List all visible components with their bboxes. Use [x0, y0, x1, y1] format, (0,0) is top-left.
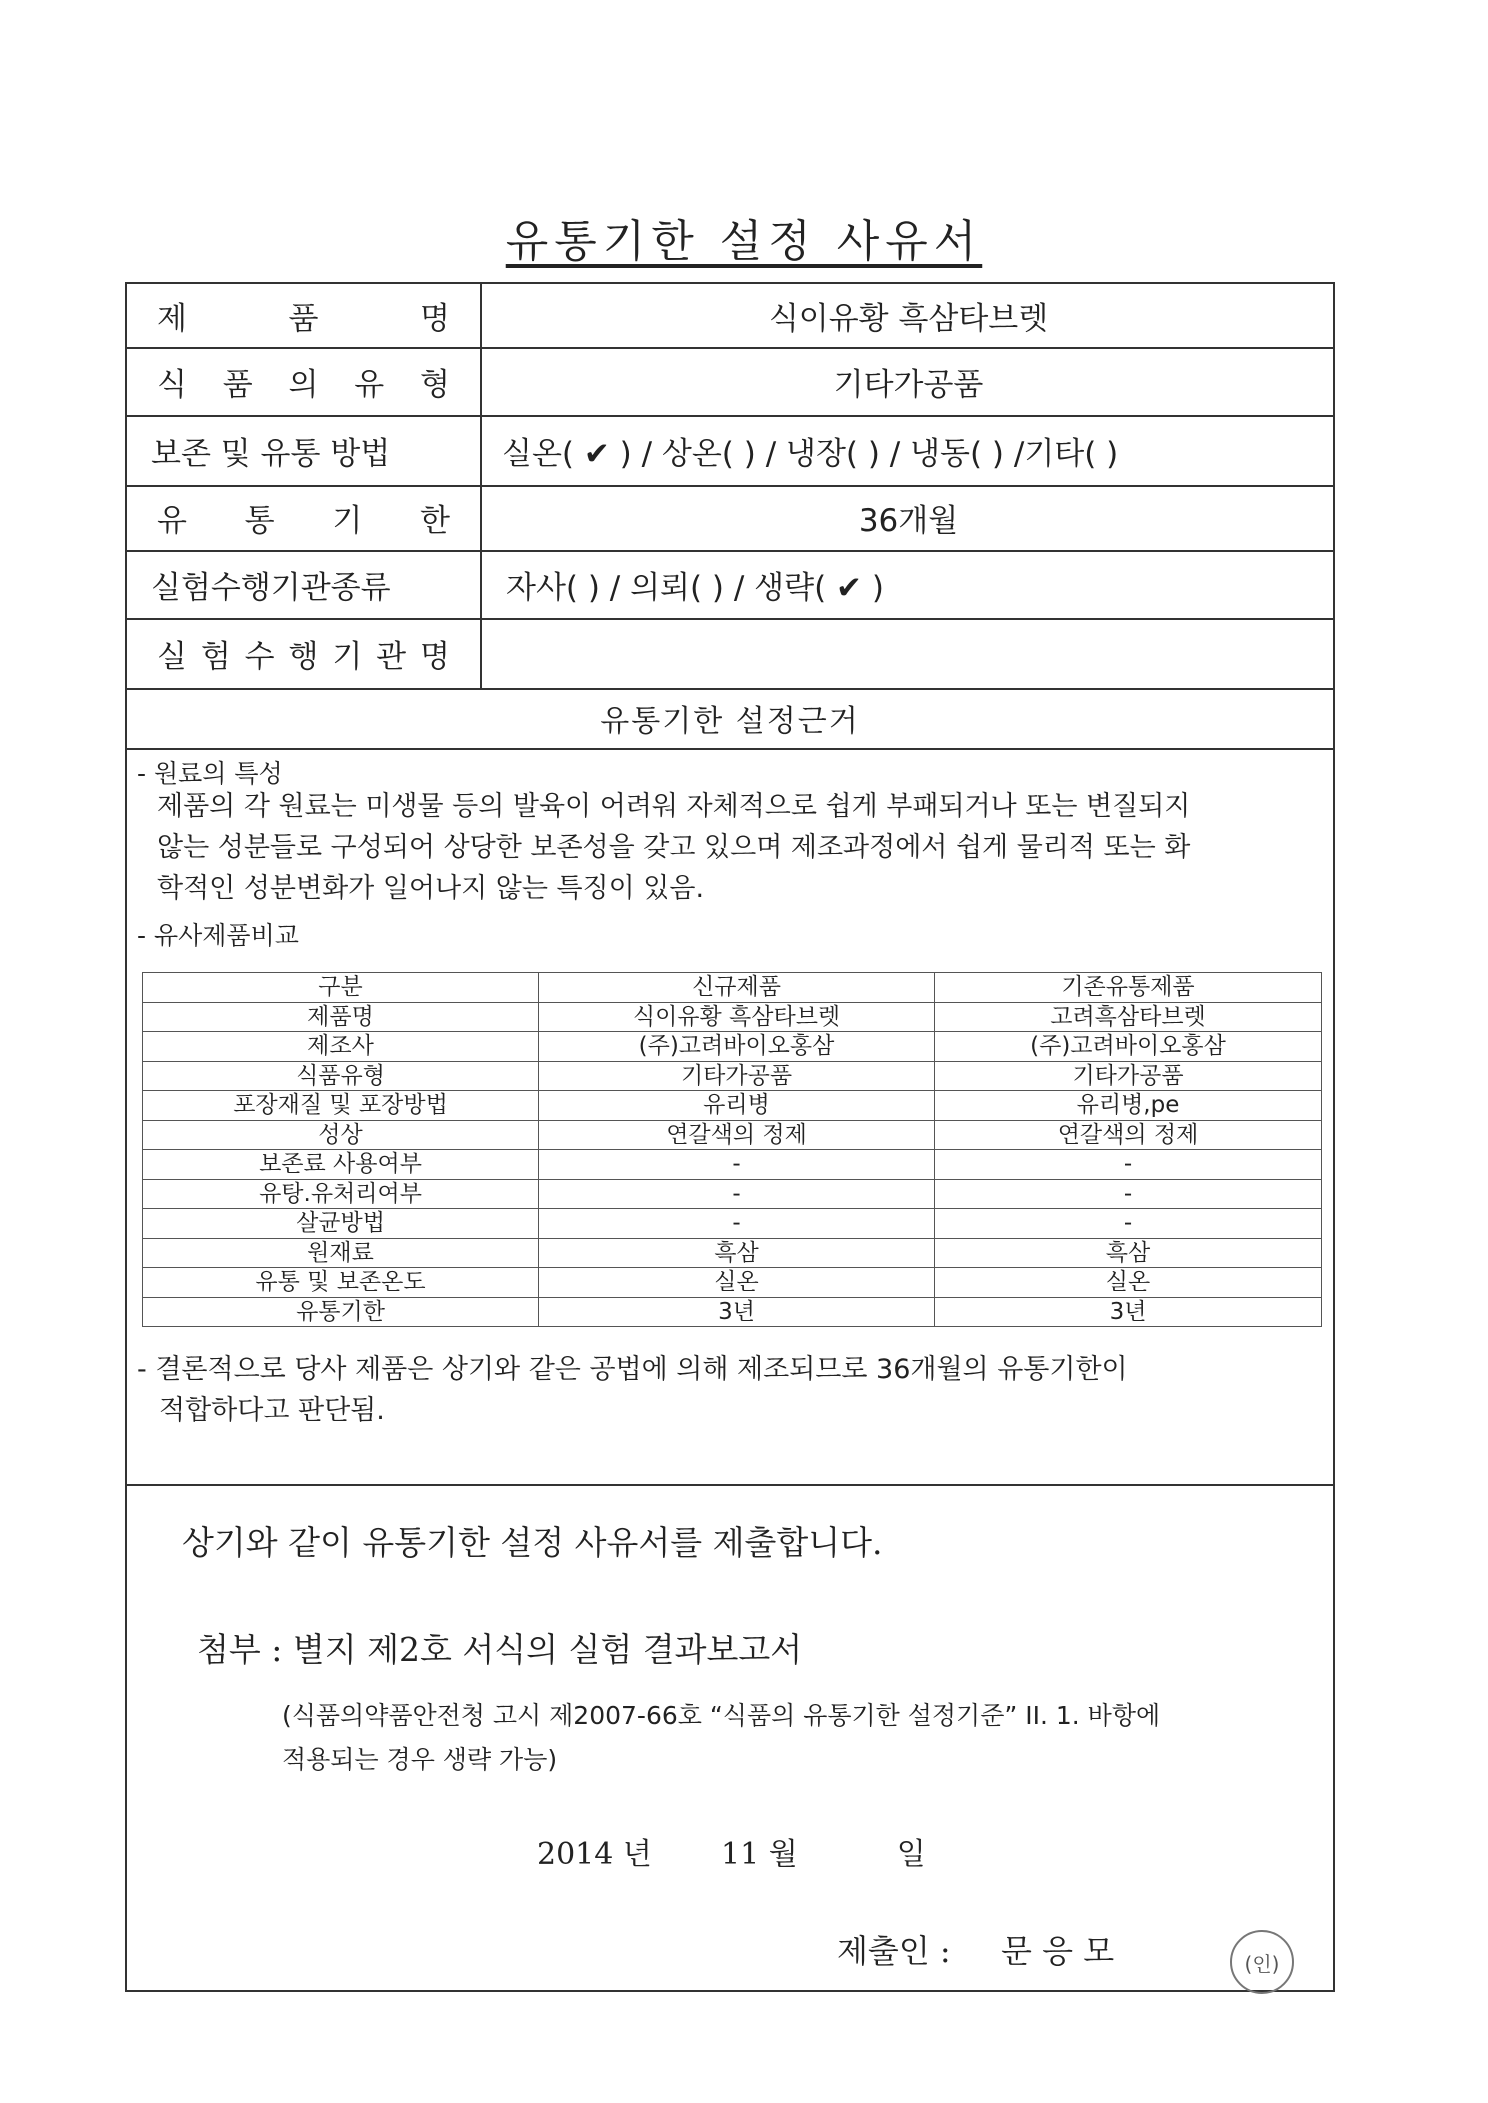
- submitter: [837, 1926, 1114, 1972]
- attachment-line: 첨부 : 별지 제2호 서식의 실험 결과보고서: [197, 1630, 803, 1669]
- label-lab-name: 실 험 수 행 기 관 명: [127, 618, 482, 688]
- table-row: [143, 1209, 1322, 1239]
- submission-date: [537, 1829, 926, 1873]
- date-day-unit: 일: [896, 1837, 926, 1872]
- table-row: [143, 1002, 1322, 1032]
- date-month: 11: [720, 1837, 760, 1872]
- table-row: [143, 1238, 1322, 1268]
- table-cell: 보존료 사용여부: [143, 1150, 539, 1180]
- column-header: 기존유통제품: [935, 973, 1322, 1003]
- label-food-type: 식 품 의 유 형: [127, 347, 482, 415]
- table-cell: (주)고려바이오홍삼: [539, 1032, 935, 1062]
- value-lab-name: [484, 618, 1333, 688]
- conclusion-line: - 결론적으로 당사 제품은 상기와 같은 공법에 의해 제조되므로 36개월의 유통기한이: [137, 1354, 1128, 1385]
- submitter-name: 문 응 모: [1001, 1932, 1115, 1970]
- table-cell: 흑삼: [539, 1238, 935, 1268]
- table-cell: 유리병,pe: [935, 1091, 1322, 1121]
- conclusion: [137, 1349, 1317, 1431]
- table-cell: 3년: [539, 1297, 935, 1327]
- table-row: [143, 1297, 1322, 1327]
- table-row: [143, 1179, 1322, 1209]
- attachment-note-line: (식품의약품안전청 고시 제2007-66호 “식품의 유통기한 설정기준” II. 1. 바항에: [282, 1701, 1161, 1730]
- value-shelf-life: 36개월: [858, 503, 959, 539]
- table-row: [143, 1032, 1322, 1062]
- table-cell: -: [539, 1209, 935, 1239]
- table-cell: 성상: [143, 1120, 539, 1150]
- table-row: [143, 1268, 1322, 1298]
- table-cell: 기타가공품: [935, 1061, 1322, 1091]
- date-year: 2014: [537, 1837, 614, 1872]
- raw-material-text: [157, 786, 1327, 909]
- seal-stamp: [1230, 1930, 1294, 1994]
- table-cell: 3년: [935, 1297, 1322, 1327]
- raw-material-line: 학적인 성분변화가 일어나지 않는 특징이 있음.: [157, 873, 705, 904]
- table-cell: -: [539, 1150, 935, 1180]
- table-cell: 유통기한: [143, 1297, 539, 1327]
- label-product-name: 제 품 명: [127, 284, 482, 347]
- date-year-unit: 년: [622, 1837, 652, 1872]
- table-cell: 연갈색의 정제: [935, 1120, 1322, 1150]
- raw-material-heading: - 원료의 특성: [137, 759, 283, 788]
- row-lab-name: [127, 618, 1333, 690]
- label-shelf-life: 유 통 기 한: [127, 485, 482, 550]
- section-divider: [127, 1484, 1333, 1486]
- row-lab-type: [127, 550, 1333, 620]
- table-cell: 흑삼: [935, 1238, 1322, 1268]
- table-cell: 제품명: [143, 1002, 539, 1032]
- table-cell: 유탕.유처리여부: [143, 1179, 539, 1209]
- table-cell: -: [539, 1179, 935, 1209]
- table-cell: 실온: [935, 1268, 1322, 1298]
- row-product-name: [127, 284, 1333, 349]
- table-cell: 식이유황 흑삼타브렛: [539, 1002, 935, 1032]
- row-food-type: [127, 347, 1333, 417]
- table-cell: 고려흑삼타브렛: [935, 1002, 1322, 1032]
- row-shelf-life: [127, 485, 1333, 552]
- label-lab-type: 실험수행기관종류: [127, 550, 482, 618]
- column-header: 구분: [143, 973, 539, 1003]
- raw-material-line: 제품의 각 원료는 미생물 등의 발육이 어려워 자체적으로 쉽게 부패되거나 또는 변질되지: [157, 791, 1191, 822]
- table-cell: 실온: [539, 1268, 935, 1298]
- table-cell: (주)고려바이오홍삼: [935, 1032, 1322, 1062]
- table-cell: 기타가공품: [539, 1061, 935, 1091]
- attachment-note-line: 적용되는 경우 생략 가능): [282, 1745, 558, 1774]
- value-storage-method: 실온( ✔ ) / 상온( ) / 냉장( ) / 냉동( ) /기타( ): [502, 435, 1119, 472]
- seal-text: (인): [1244, 1951, 1280, 1976]
- value-lab-type: 자사( ) / 의뢰( ) / 생략( ✔ ): [506, 569, 884, 606]
- table-cell: -: [935, 1179, 1322, 1209]
- table-header-row: [143, 973, 1322, 1003]
- label-storage-method: 보존 및 유통 방법: [127, 415, 482, 485]
- value-food-type: 기타가공품: [833, 366, 984, 403]
- submission-statement: 상기와 같이 유통기한 설정 사유서를 제출합니다.: [182, 1523, 883, 1562]
- table-row: [143, 1150, 1322, 1180]
- basis-title: 유통기한 설정근거: [127, 688, 1333, 750]
- attachment-note: [282, 1694, 1160, 1782]
- table-cell: 살균방법: [143, 1209, 539, 1239]
- table-cell: 식품유형: [143, 1061, 539, 1091]
- raw-material-line: 않는 성분들로 구성되어 상당한 보존성을 갖고 있으며 제조과정에서 쉽게 물리적 또는 화: [157, 832, 1191, 863]
- form-frame: [125, 282, 1335, 1992]
- document-title: 유통기한 설정 사유서: [505, 216, 983, 267]
- table-cell: 연갈색의 정제: [539, 1120, 935, 1150]
- table-cell: 제조사: [143, 1032, 539, 1062]
- table-cell: 포장재질 및 포장방법: [143, 1091, 539, 1121]
- table-row: [143, 1120, 1322, 1150]
- table-cell: 유통 및 보존온도: [143, 1268, 539, 1298]
- table-cell: 유리병: [539, 1091, 935, 1121]
- table-row: [143, 1091, 1322, 1121]
- submitter-label: 제출인 :: [837, 1932, 951, 1970]
- date-month-unit: 월: [768, 1837, 798, 1872]
- column-header: 신규제품: [539, 973, 935, 1003]
- value-product-name: 식이유황 흑삼타브렛: [768, 301, 1049, 337]
- conclusion-line: 적합하다고 판단됨.: [159, 1395, 385, 1426]
- comparison-table: [142, 972, 1322, 1327]
- table-cell: -: [935, 1150, 1322, 1180]
- table-row: [143, 1061, 1322, 1091]
- table-cell: -: [935, 1209, 1322, 1239]
- comparison-heading: - 유사제품비교: [137, 921, 299, 950]
- table-cell: 원재료: [143, 1238, 539, 1268]
- row-storage-method: [127, 415, 1333, 487]
